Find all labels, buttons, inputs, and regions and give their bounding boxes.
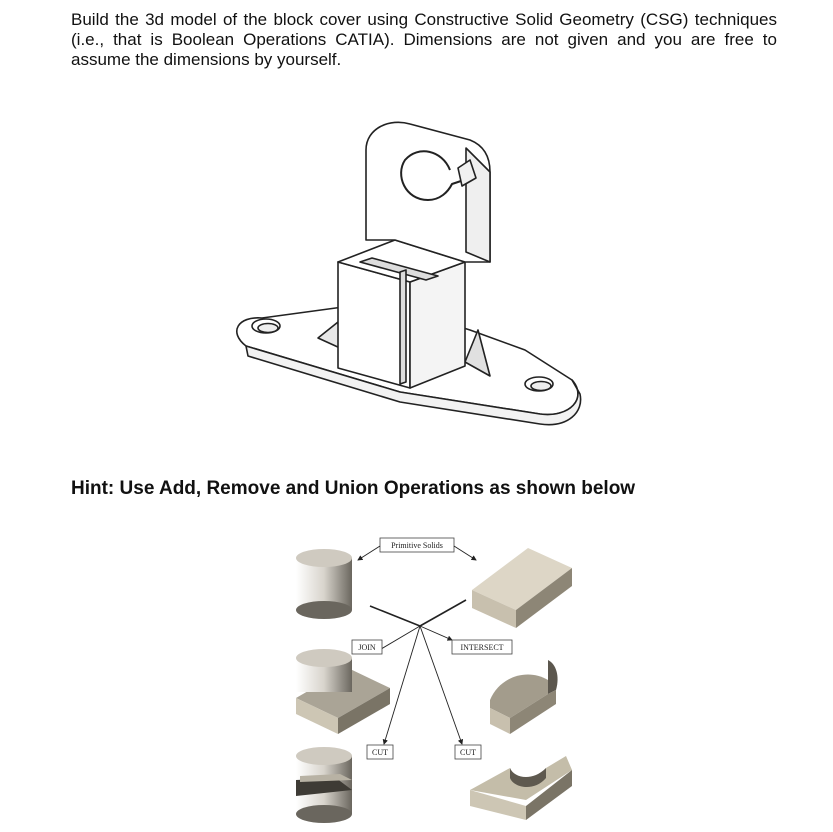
join-result-solid xyxy=(296,649,390,734)
operation-arrows xyxy=(376,626,462,744)
cut-left-label xyxy=(367,745,393,759)
intersect-result-solid xyxy=(490,660,558,734)
svg-text:JOIN: JOIN xyxy=(358,643,376,652)
combine-lines xyxy=(370,600,466,626)
svg-text:CUT: CUT xyxy=(372,748,388,757)
primitive-cylinder xyxy=(296,549,352,619)
svg-text:INTERSECT: INTERSECT xyxy=(460,643,504,652)
cut-block-result xyxy=(470,756,572,820)
cut-right-label xyxy=(455,745,481,759)
intersect-label xyxy=(452,640,512,654)
intro-paragraph: Build the 3d model of the block cover using Constructive Solid Geometry (CSG) techniques (i.e., that is Boolean Operations CATIA). Dimensions are not given and you are free to assume the dimensions by yourself. xyxy=(71,10,777,69)
hint-heading: Hint: Use Add, Remove and Union Operations as shown below xyxy=(71,478,636,499)
svg-text:Primitive Solids: Primitive Solids xyxy=(391,541,443,550)
cut-cylinder-result xyxy=(296,747,352,823)
primitive-block xyxy=(472,548,572,628)
join-label xyxy=(352,640,382,654)
svg-text:CUT: CUT xyxy=(460,748,476,757)
primitive-solids-label xyxy=(358,538,476,560)
